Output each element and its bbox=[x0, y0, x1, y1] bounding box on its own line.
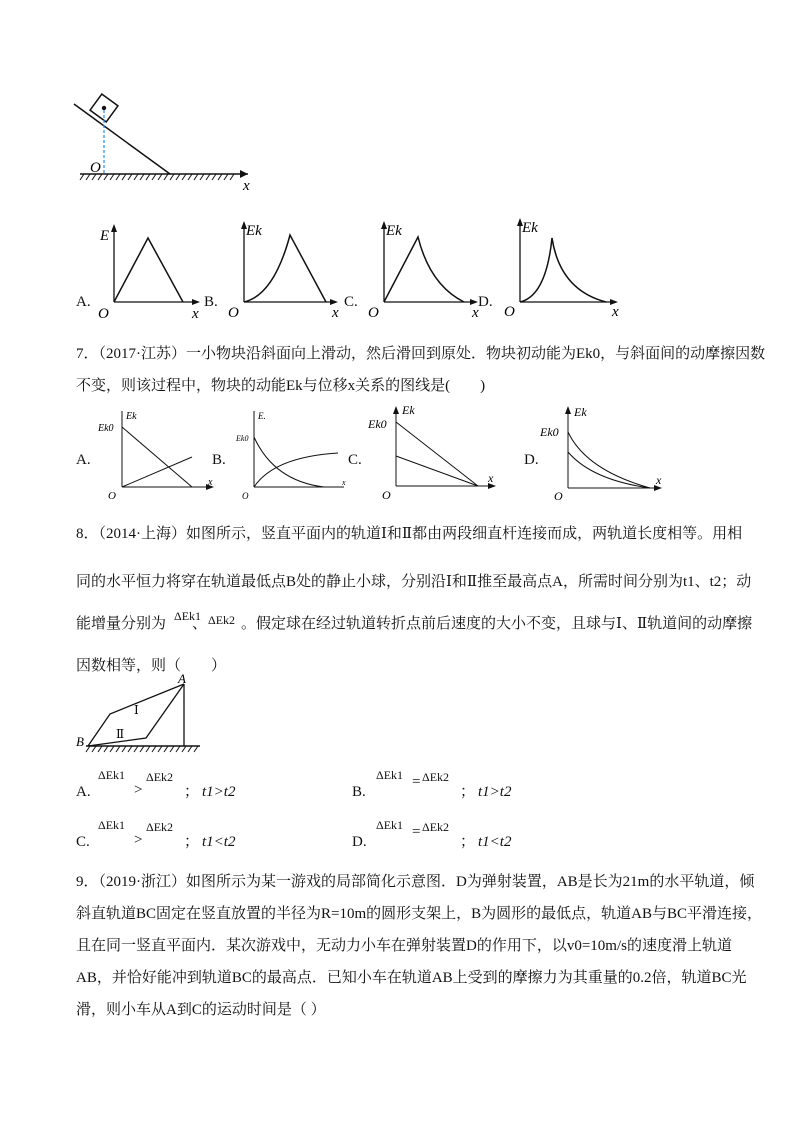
dEk2-symbol: ΔEk2 bbox=[422, 820, 450, 834]
option-letter: C. bbox=[76, 834, 90, 850]
y-tick-label: Ek0 bbox=[98, 423, 114, 434]
q6-option-c-letter[interactable]: C. bbox=[344, 294, 358, 310]
q9-line-1: 9．（2019·浙江）如图所示为某一游戏的局部简化示意图．D为弹射装置，AB是长为21m的水平轨道，倾 bbox=[76, 874, 755, 890]
q7-option-d-letter[interactable]: D. bbox=[524, 452, 539, 468]
x-axis-label: x bbox=[208, 477, 213, 488]
q8-option-b[interactable] bbox=[352, 768, 612, 808]
y-axis-label: Ek bbox=[574, 405, 587, 419]
semicolon: ； bbox=[184, 834, 200, 850]
relation-symbol: = bbox=[412, 774, 421, 790]
semicolon: ； bbox=[460, 834, 476, 850]
q6-option-a-graph[interactable] bbox=[96, 220, 206, 320]
dEk2-symbol: ΔEk2 bbox=[146, 770, 174, 784]
dEk1-symbol: ΔEk1 bbox=[98, 818, 126, 832]
track-ii-label: Ⅱ bbox=[116, 727, 125, 741]
q8-track-figure bbox=[72, 672, 212, 756]
q7-line-2: 不变，则该过程中，物块的动能Ek与位移x关系的图线是( ) bbox=[76, 378, 486, 394]
time-relation: t1>t2 bbox=[202, 784, 236, 800]
q8-line-2: 同的水平恒力将穿在轨道最低点B处的静止小球，分别沿Ⅰ和Ⅱ推至最高点A，所需时间分别为t1、t2；动 bbox=[76, 574, 752, 590]
q8-option-a[interactable] bbox=[76, 768, 336, 808]
x-axis-label: x bbox=[332, 305, 339, 320]
origin-label: O bbox=[554, 489, 563, 500]
relation-symbol: > bbox=[134, 782, 143, 798]
q6-option-c-graph[interactable] bbox=[366, 215, 486, 320]
q8-option-d[interactable] bbox=[352, 816, 612, 856]
q7-option-b-letter[interactable]: B. bbox=[212, 452, 226, 468]
option-letter: D. bbox=[352, 834, 367, 850]
q9-line-2: 斜直轨道BC固定在竖直放置的半径为R=10m的圆形支架上，B为圆形的最低点，轨道AB与BC平滑连接， bbox=[76, 906, 762, 922]
q9-line-3: 且在同一竖直平面内．某次游戏中，无动力小车在弹射装置D的作用下，以v0=10m/s的速度滑上轨道 bbox=[76, 938, 732, 954]
x-axis-label: x bbox=[472, 305, 479, 320]
q7-line-1: 7．（2017·江苏）一小物块沿斜面向上滑动，然后滑回到原处．物块初动能为Ek0，与斜面间的动摩擦因数 bbox=[76, 346, 766, 362]
q8-line-3b: 。假定球在经过轨道转折点前后速度的大小不变，且球与Ⅰ、Ⅱ轨道间的动摩擦 bbox=[241, 616, 753, 632]
x-axis-label: x bbox=[192, 306, 199, 320]
q8-line-3: 能增量分别为 ΔEk1 、 ΔEk2 。假定球在经过轨道转折点前后速度的大小不变，且球与Ⅰ、Ⅱ轨道间的动摩擦 bbox=[76, 614, 752, 634]
axis-x-label: x bbox=[243, 178, 250, 194]
point-a-label: A bbox=[178, 672, 186, 686]
dEk2-symbol: ΔEk2 bbox=[146, 820, 174, 834]
y-axis-label: Ek bbox=[386, 223, 402, 239]
dEk1-symbol: ΔEk1 bbox=[376, 768, 404, 782]
q6-incline-figure bbox=[70, 90, 270, 200]
x-axis-label: x bbox=[488, 471, 494, 485]
point-b-label: B bbox=[76, 734, 84, 749]
y-axis-label: Ek bbox=[246, 223, 262, 239]
x-axis-label: x bbox=[612, 304, 619, 320]
y-tick-label: Ek0 bbox=[236, 434, 249, 443]
x-axis-label: x bbox=[342, 478, 346, 487]
y-tick-label: Ek0 bbox=[368, 417, 387, 431]
semicolon: ； bbox=[460, 784, 476, 800]
origin-label: O bbox=[228, 305, 239, 320]
x-axis-label: x bbox=[656, 473, 662, 487]
q7-option-c-letter[interactable]: C. bbox=[348, 452, 362, 468]
q6-option-b-graph[interactable] bbox=[226, 215, 346, 320]
time-relation: t1<t2 bbox=[202, 834, 236, 850]
q7-option-a-letter[interactable]: A. bbox=[76, 452, 91, 468]
option-letter: B. bbox=[352, 784, 366, 800]
q9-line-4: AB，并恰好能冲到轨道BC的最高点．已知小车在轨道AB上受到的摩擦力为其重量的0.2倍，轨道BC光 bbox=[76, 970, 747, 986]
q8-line-4: 因数相等，则（ ） bbox=[76, 658, 227, 674]
q7-option-a-graph[interactable] bbox=[92, 405, 222, 500]
option-letter: A. bbox=[76, 784, 91, 800]
y-axis-label: Ek bbox=[402, 403, 415, 417]
q8-option-c[interactable] bbox=[76, 816, 336, 856]
dEk1-symbol: ΔEk1 bbox=[174, 609, 202, 623]
origin-label: O bbox=[108, 490, 116, 500]
origin-label: O bbox=[382, 488, 391, 500]
q6-option-d-graph[interactable] bbox=[502, 210, 627, 320]
origin-label: O bbox=[90, 160, 101, 176]
q8-line-3a: 能增量分别为 bbox=[76, 616, 167, 632]
y-axis-label: Ek bbox=[522, 220, 538, 236]
origin-label: O bbox=[368, 305, 379, 320]
y-axis-label: E bbox=[100, 228, 110, 244]
track-i-label: Ⅰ bbox=[134, 703, 139, 717]
dEk1-symbol: ΔEk1 bbox=[376, 818, 404, 832]
y-axis-label: Ek bbox=[126, 411, 137, 422]
origin-label: O bbox=[504, 304, 515, 320]
time-relation: t1>t2 bbox=[478, 784, 512, 800]
q6-option-a-letter[interactable]: A. bbox=[76, 294, 91, 310]
q7-option-b-graph[interactable] bbox=[228, 405, 358, 500]
q8-line-1: 8．（2014·上海）如图所示，竖直平面内的轨道Ⅰ和Ⅱ都由两段细直杆连接而成，两轨道长度相等。用相 bbox=[76, 526, 743, 542]
origin-label: O bbox=[242, 491, 249, 500]
origin-label: O bbox=[98, 306, 109, 320]
q7-option-c-graph[interactable] bbox=[366, 400, 506, 500]
dEk1-symbol: ΔEk1 bbox=[98, 768, 126, 782]
relation-symbol: = bbox=[412, 824, 421, 840]
q6-option-b-letter[interactable]: B. bbox=[204, 294, 218, 310]
q9-line-5: 滑，则小车从A到C的运动时间是（ ） bbox=[76, 1002, 326, 1018]
dEk2-symbol: ΔEk2 bbox=[208, 613, 236, 627]
semicolon: ； bbox=[184, 784, 200, 800]
y-axis-label: E. bbox=[258, 411, 266, 421]
q7-option-d-graph[interactable] bbox=[540, 400, 670, 500]
time-relation: t1<t2 bbox=[478, 834, 512, 850]
relation-symbol: > bbox=[134, 832, 143, 848]
q6-option-d-letter[interactable]: D. bbox=[478, 294, 493, 310]
dEk2-symbol: ΔEk2 bbox=[422, 770, 450, 784]
y-tick-label: Ek0 bbox=[540, 425, 559, 439]
